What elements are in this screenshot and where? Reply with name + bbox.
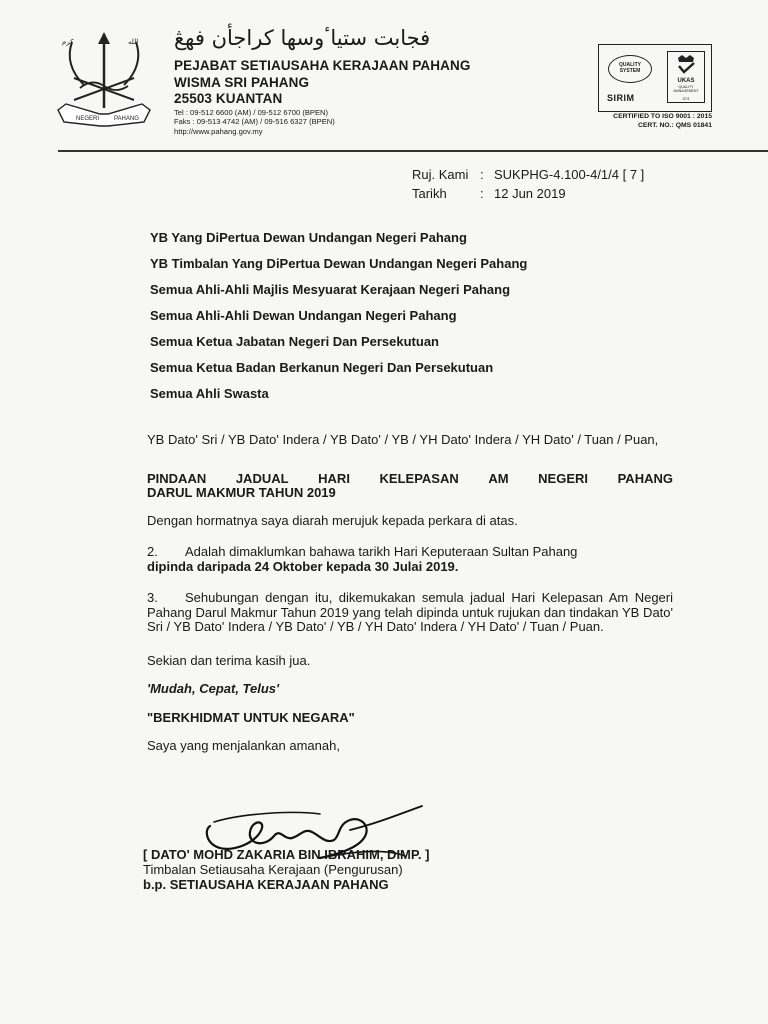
fax: Faks : 09-513 4742 (AM) / 09-516 6327 (BPEN) <box>174 117 335 127</box>
motto: 'Mudah, Cepat, Telus' <box>147 681 280 696</box>
qs-line-1: QUALITY <box>619 62 641 68</box>
subject-word: HARI <box>318 470 350 486</box>
date-label: Tarikh <box>412 186 447 201</box>
crest-right-text: الله <box>128 38 139 46</box>
signatory-organisation: b.p. SETIAUSAHA KERAJAAN PAHANG <box>143 877 389 892</box>
website: http://www.pahang.gov.my <box>174 126 263 136</box>
signatory-block <box>143 847 429 892</box>
ukas-number: 074 <box>682 96 690 101</box>
signatory-position: Timbalan Setiausaha Kerajaan (Pengurusan) <box>143 862 403 877</box>
ukas-label: UKAS <box>677 78 695 84</box>
ukas-sub: QUALITY MANAGEMENT <box>673 85 699 93</box>
signatory-name: [ DATO' MOHD ZAKARIA BIN IBRAHIM, DIMP. ] <box>143 847 430 862</box>
recipient-item: Semua Ketua Badan Berkanun Negeri Dan Persekutuan <box>150 360 494 375</box>
paragraph-1: Dengan hormatnya saya diarah merujuk kepada perkara di atas. <box>147 512 518 528</box>
subject-word: JADUAL <box>235 470 289 486</box>
header-divider <box>58 150 768 152</box>
paragraph-3-text: Sehubungan dengan itu, dikemukakan semula jadual Hari Kelepasan Am Negeri Pahang Darul Makmur Tahun 2019 yang telah dipinda untuk rujukan dan tindakan YB Dato' Sri / YB Dato' Indera / YB Dato' / YB / YH Dato' Indera / YH Dato' / Tuan / Puan. <box>147 590 673 634</box>
crest-left-text: كرم <box>62 38 74 46</box>
paragraph-2-text: Adalah dimaklumkan bahawa tarikh Hari Keputeraan Sultan Pahang <box>185 544 578 559</box>
cert-iso: CERTIFIED TO ISO 9001 : 2015 <box>613 113 712 120</box>
date-value: 12 Jun 2019 <box>494 186 566 201</box>
subject-line-2: DARUL MAKMUR TAHUN 2019 <box>147 485 336 500</box>
recipient-item: YB Yang DiPertua Dewan Undangan Negeri Pahang <box>150 230 467 245</box>
recipient-item: Semua Ahli Swasta <box>150 386 269 401</box>
certification-logo-box <box>598 44 712 112</box>
organisation-name <box>174 58 470 108</box>
organisation-contact <box>174 108 335 136</box>
trust-line: Saya yang menjalankan amanah, <box>147 738 340 753</box>
letter-body <box>147 433 673 768</box>
date-colon: : <box>480 186 484 201</box>
crest-ribbon-right: PAHANG <box>114 116 139 122</box>
quality-system-logo <box>608 55 652 83</box>
org-line-3: 25503 KUANTAN <box>174 91 283 106</box>
subject-word: KELEPASAN <box>379 470 459 486</box>
crown-check-icon <box>668 52 704 76</box>
date-row <box>412 184 644 203</box>
paragraph-3 <box>147 591 673 635</box>
recipient-item: Semua Ahli-Ahli Dewan Undangan Negeri Pahang <box>150 308 457 323</box>
qs-line-2: SYSTEM <box>619 67 641 74</box>
org-line-2: WISMA SRI PAHANG <box>174 74 310 90</box>
salutation: YB Dato' Sri / YB Dato' Indera / YB Dato' / YB / YH Dato' Indera / YH Dato' / Tuan / Puan, <box>147 432 659 447</box>
paragraph-2 <box>147 545 673 574</box>
paragraph-2-bold: dipinda daripada 24 Oktober kepada 30 Julai 2019. <box>147 558 459 574</box>
pahang-crest-icon <box>54 30 154 140</box>
cert-number: CERT. NO.: QMS 01841 <box>637 122 712 129</box>
subject-word: AM <box>488 470 509 486</box>
slogan: "BERKHIDMAT UNTUK NEGARA" <box>147 709 355 725</box>
subject-word: PINDAAN <box>147 470 207 486</box>
paragraph-2-number: 2. <box>147 544 158 559</box>
telephone: Tel : 09-512 6600 (AM) / 09-512 6700 (BPEN) <box>174 108 329 117</box>
recipient-item: YB Timbalan Yang DiPertua Dewan Undangan Negeri Pahang <box>150 256 528 271</box>
reference-block <box>412 165 644 203</box>
recipient-item: Semua Ketua Jabatan Negeri Dan Persekutuan <box>150 334 439 349</box>
letter-subject <box>147 472 673 501</box>
recipient-list <box>150 229 527 411</box>
closing: Sekian dan terima kasih jua. <box>147 652 311 668</box>
sirim-label: SIRIM <box>607 93 635 103</box>
org-line-1: PEJABAT SETIAUSAHA KERAJAAN PAHANG <box>174 58 471 73</box>
jawi-header: فجابت ستياٴوسها كراجأن فهڠ <box>174 26 431 50</box>
ref-row <box>412 165 644 184</box>
ref-colon: : <box>480 167 484 182</box>
subject-word: NEGERI <box>538 470 588 486</box>
paragraph-3-number: 3. <box>147 590 158 605</box>
ref-label: Ruj. Kami <box>412 167 469 182</box>
recipient-item: Semua Ahli-Ahli Majlis Mesyuarat Kerajaan Negeri Pahang <box>150 282 511 297</box>
subject-word: PAHANG <box>617 470 673 486</box>
certification-text <box>596 112 712 130</box>
ukas-logo <box>667 51 705 103</box>
ref-value: SUKPHG-4.100-4/1/4 [ 7 ] <box>494 167 645 182</box>
crest-ribbon-left: NEGERI <box>76 116 100 122</box>
